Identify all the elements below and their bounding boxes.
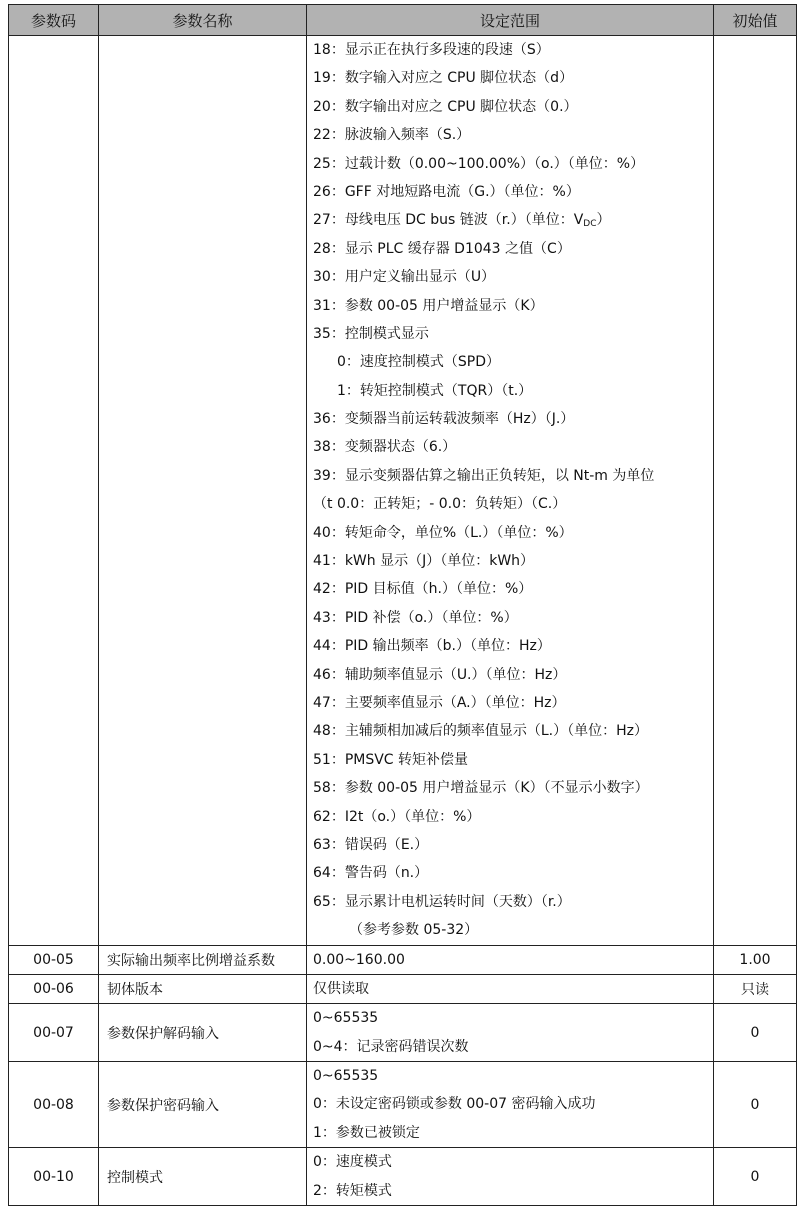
option-text-end: ） (596, 212, 611, 229)
option-line: 42：PID 目标值（h.）（单位：%） (313, 581, 533, 598)
header-row (9, 5, 797, 36)
option-line: 46：辅助频率值显示（U.）（单位：Hz） (313, 666, 567, 683)
option-line: 64：警告码（n.） (313, 865, 429, 882)
param-name: 参数保护密码输入 (99, 1062, 307, 1148)
param-code: 00-10 (9, 1148, 99, 1206)
table-row (9, 1148, 797, 1206)
header-code: 参数码 (9, 5, 99, 36)
option-line-dc-bus (313, 206, 713, 234)
param-name: 实际输出频率比例增益系数 (99, 945, 307, 974)
param-initial: 0 (714, 1062, 797, 1148)
option-line: 36：变频器当前运转载波频率（Hz）（J.） (313, 411, 575, 428)
option-line: 20：数字输出对应之 CPU 脚位状态（0.） (313, 98, 578, 115)
table-row (9, 1062, 797, 1148)
range-line: 仅供读取 (313, 980, 369, 997)
param-initial: 0 (714, 1148, 797, 1206)
table-row-continued (9, 36, 797, 946)
param-code: 00-06 (9, 974, 99, 1003)
range-line: 1：参数已被锁定 (313, 1124, 420, 1141)
option-line: 25：过载计数（0.00~100.00%）（o.）（单位：%） (313, 155, 645, 172)
option-line: 41：kWh 显示（J）（单位：kWh） (313, 553, 535, 570)
option-line-continued: （t 0.0：正转矩；- 0.0：负转矩）（C.） (313, 496, 567, 513)
range-line: 2：转矩模式 (313, 1182, 392, 1199)
option-line: 43：PID 补偿（o.）（单位：%） (313, 609, 518, 626)
param-initial: 1.00 (714, 945, 797, 974)
param-range (307, 974, 714, 1003)
option-line: 39：显示变频器估算之输出正负转矩，以 Nt-m 为单位 (313, 467, 655, 484)
table-row (9, 974, 797, 1003)
display-options-cell (307, 36, 714, 946)
range-line: 0~65535 (313, 1068, 379, 1085)
range-line: 0：未设定密码锁或参数 00-07 密码输入成功 (313, 1096, 596, 1113)
option-subline: 0：速度控制模式（SPD） (337, 354, 501, 371)
param-range (307, 945, 714, 974)
range-line: 0~4：记录密码错误次数 (313, 1038, 469, 1055)
header-range: 设定范围 (307, 5, 714, 36)
range-line: 0.00~160.00 (313, 951, 405, 968)
param-initial: 0 (714, 1004, 797, 1062)
parameter-table (8, 4, 797, 1206)
option-line: 28：显示 PLC 缓存器 D1043 之值（C） (313, 240, 571, 257)
option-line: 22：脉波输入频率（S.） (313, 127, 471, 144)
option-line: 48：主辅频相加减后的频率值显示（L.）（单位：Hz） (313, 723, 648, 740)
option-subline: 1：转矩控制模式（TQR）（t.） (337, 382, 533, 399)
option-line: 47：主要频率值显示（A.）（单位：Hz） (313, 694, 566, 711)
param-initial: 只读 (714, 974, 797, 1003)
param-code: 00-05 (9, 945, 99, 974)
header-initial: 初始值 (714, 5, 797, 36)
option-line: 58：参数 00-05 用户增益显示（K）（不显示小数字） (313, 780, 649, 797)
option-line: 30：用户定义输出显示（U） (313, 269, 496, 286)
param-range (307, 1062, 714, 1148)
range-line: 0：速度模式 (313, 1154, 392, 1171)
option-subline: （参考参数 05-32） (349, 922, 479, 939)
dc-subscript: DC (583, 219, 597, 230)
option-text: 27：母线电压 DC bus 链波（r.）（单位：V (313, 212, 584, 229)
option-line: 65：显示累计电机运转时间（天数）（r.） (313, 893, 571, 910)
table-row (9, 1004, 797, 1062)
range-line: 0~65535 (313, 1010, 379, 1027)
option-line: 38：变频器状态（6.） (313, 439, 457, 456)
option-line: 18：显示正在执行多段速的段速（S） (313, 42, 550, 58)
option-line: 40：转矩命令，单位%（L.）（单位：%） (313, 524, 573, 541)
option-line: 51：PMSVC 转矩补偿量 (313, 751, 469, 768)
initial-cell (714, 36, 797, 946)
table-row (9, 945, 797, 974)
param-name: 韧体版本 (99, 974, 307, 1003)
name-cell (99, 36, 307, 946)
option-line: 63：错误码（E.） (313, 836, 429, 853)
option-line: 35：控制模式显示 (313, 325, 429, 342)
code-cell (9, 36, 99, 946)
param-code: 00-07 (9, 1004, 99, 1062)
param-name: 参数保护解码输入 (99, 1004, 307, 1062)
param-code: 00-08 (9, 1062, 99, 1148)
option-line: 31：参数 00-05 用户增益显示（K） (313, 297, 544, 314)
option-line: 62：I2t（o.）（单位：%） (313, 808, 481, 825)
param-name: 控制模式 (99, 1148, 307, 1206)
header-name: 参数名称 (99, 5, 307, 36)
option-line: 19：数字输入对应之 CPU 脚位状态（d） (313, 70, 574, 87)
param-range (307, 1004, 714, 1062)
option-line: 26：GFF 对地短路电流（G.）（单位：%） (313, 183, 580, 200)
option-line: 44：PID 输出频率（b.）（单位：Hz） (313, 638, 551, 655)
param-range (307, 1148, 714, 1206)
